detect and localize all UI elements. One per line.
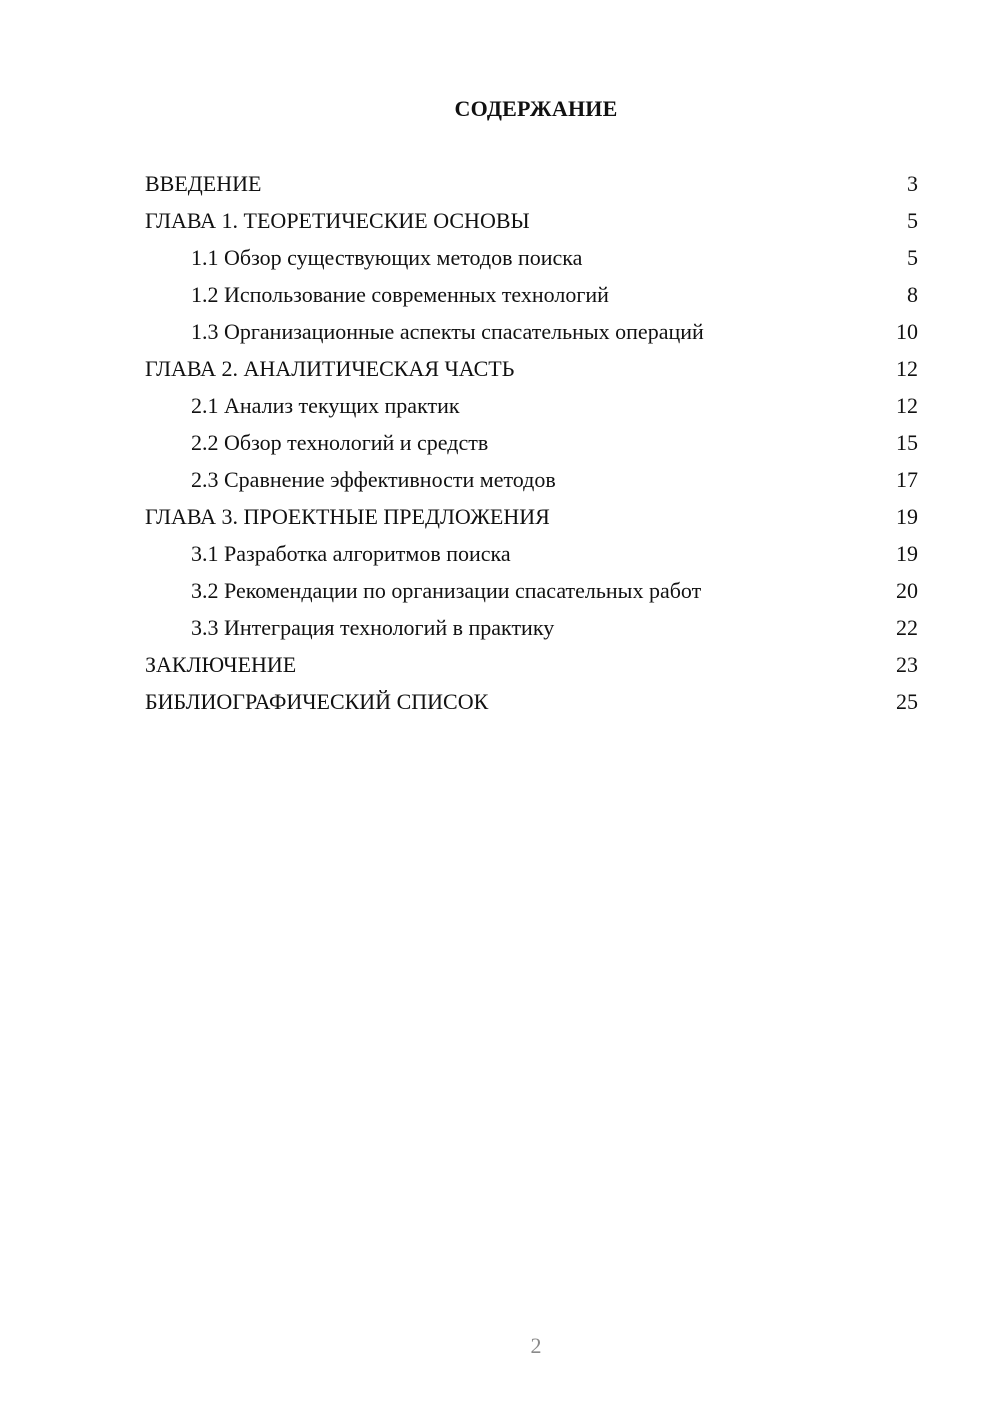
toc-entry-label: ГЛАВА 2. АНАЛИТИЧЕСКАЯ ЧАСТЬ	[145, 356, 515, 381]
toc-entry-label: ВВЕДЕНИЕ	[145, 171, 262, 196]
toc-entry-page-number: 12	[896, 393, 918, 418]
toc-entry-label: 2.2 Обзор технологий и средств	[191, 430, 489, 455]
toc-entry-section-2-3	[145, 465, 918, 502]
toc-entry-bibliography	[145, 687, 918, 724]
toc-entry-chapter-1	[145, 206, 918, 243]
toc-entry-section-2-1	[145, 391, 918, 428]
toc-entry-label: ГЛАВА 1. ТЕОРЕТИЧЕСКИЕ ОСНОВЫ	[145, 208, 530, 233]
toc-entry-section-2-2	[145, 428, 918, 465]
toc-entry-page-number: 12	[896, 356, 918, 381]
toc-entry-page-number: 17	[896, 467, 918, 492]
toc-entry-conclusion	[145, 650, 918, 687]
toc-entry-label: 2.1 Анализ текущих практик	[191, 393, 460, 418]
toc-entry-section-3-1	[145, 539, 918, 576]
toc-entry-label: ЗАКЛЮЧЕНИЕ	[145, 652, 297, 677]
toc-entry-label: 3.3 Интеграция технологий в практику	[191, 615, 555, 640]
toc-entry-label: 1.2 Использование современных технологий	[191, 282, 609, 307]
page-number: 2	[530, 1333, 542, 1358]
toc-entry-page-number: 19	[896, 541, 918, 566]
toc-entry-label: БИБЛИОГРАФИЧЕСКИЙ СПИСОК	[145, 689, 489, 714]
toc-entry-page-number: 22	[896, 615, 918, 640]
toc-entry-page-number: 8	[907, 282, 918, 307]
toc-entry-section-3-3	[145, 613, 918, 650]
toc-entry-chapter-3	[145, 502, 918, 539]
toc-entry-page-number: 23	[896, 652, 918, 677]
toc-entry-page-number: 25	[896, 689, 918, 714]
toc-entry-section-1-1	[145, 243, 918, 280]
toc-entry-label: 2.3 Сравнение эффективности методов	[191, 467, 556, 492]
toc-entry-page-number: 3	[907, 171, 918, 196]
toc-entry-page-number: 10	[896, 319, 918, 344]
toc-entry-section-3-2	[145, 576, 918, 613]
toc-entry-label: 1.3 Организационные аспекты спасательных операций	[191, 319, 704, 344]
toc-entry-page-number: 5	[907, 245, 918, 270]
toc-entry-label: ГЛАВА 3. ПРОЕКТНЫЕ ПРЕДЛОЖЕНИЯ	[145, 504, 550, 529]
toc-entry-section-1-3	[145, 317, 918, 354]
toc-entry-label: 3.1 Разработка алгоритмов поиска	[191, 541, 511, 566]
toc-entry-page-number: 19	[896, 504, 918, 529]
toc-entry-page-number: 20	[896, 578, 918, 603]
toc-entry-label: 1.1 Обзор существующих методов поиска	[191, 245, 583, 270]
toc-entry-chapter-2	[145, 354, 918, 391]
toc-entry-page-number: 15	[896, 430, 918, 455]
table-of-contents	[145, 169, 918, 724]
toc-entry-introduction	[145, 169, 918, 206]
toc-entry-label: 3.2 Рекомендации по организации спасательных работ	[191, 578, 702, 603]
toc-entry-page-number: 5	[907, 208, 918, 233]
toc-entry-section-1-2	[145, 280, 918, 317]
page-title: СОДЕРЖАНИЕ	[454, 96, 618, 121]
